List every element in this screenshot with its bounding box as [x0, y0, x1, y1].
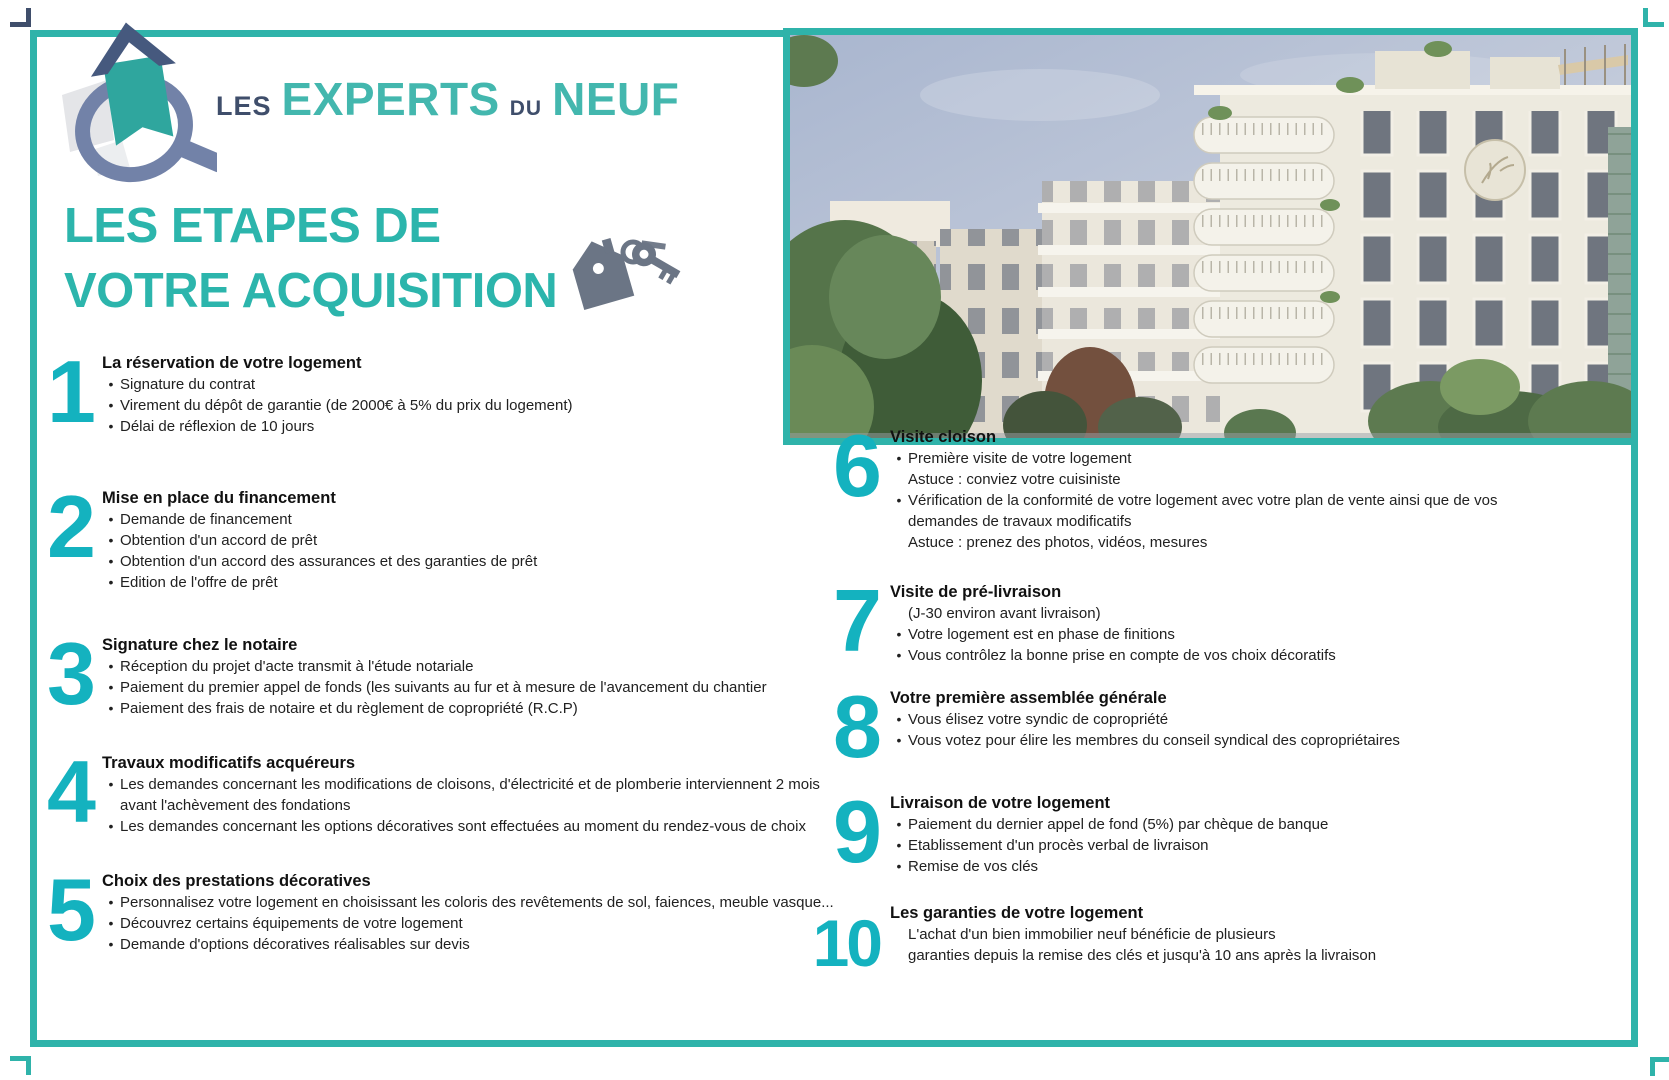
- step-items: [102, 774, 850, 837]
- step-items: [890, 814, 1642, 877]
- page-title-line1: LES ETAPES DE: [64, 199, 441, 253]
- corner-mark-icon: [1643, 8, 1664, 27]
- bullet-icon: •: [108, 658, 114, 674]
- step-item: [102, 551, 850, 572]
- step-number: 9: [833, 782, 880, 882]
- step-item-text: Vous élisez votre syndic de copropriété: [908, 711, 1169, 728]
- step-item: [102, 698, 850, 719]
- house-magnifier-icon: [52, 0, 217, 198]
- step-number: 7: [833, 571, 880, 670]
- bullet-icon: •: [896, 837, 902, 854]
- step-heading: Mise en place du financement: [102, 489, 336, 507]
- step-item-text: garanties depuis la remise des clés et jusqu'à 10 ans après la livraison: [908, 947, 1377, 965]
- new-building-render: [790, 35, 1631, 438]
- bullet-icon: •: [108, 936, 114, 952]
- step-item-text: Vérification de la conformité de votre logement avec votre plan de vente ainsi que de vos demandes de travaux modificatifs Astuce : prenez des photos, vidéos, mesures: [908, 490, 1548, 553]
- step-item-text: Paiement du premier appel de fonds (les suivants au fur et à mesure de l'avancement du chantier: [120, 679, 767, 696]
- step-item-note: Astuce : conviez votre cuisiniste: [908, 471, 1121, 488]
- bullet-icon: •: [108, 553, 114, 569]
- step-item: [102, 656, 850, 677]
- step-item: [102, 677, 850, 698]
- bullet-icon: •: [108, 894, 114, 910]
- step-item: [102, 572, 850, 593]
- step-item: [102, 913, 850, 934]
- step-item: [890, 624, 1642, 645]
- bullet-icon: •: [896, 732, 902, 748]
- step-number: 5: [47, 860, 94, 959]
- house-keys-icon: [553, 216, 681, 314]
- step-item-text: Signature du contrat: [120, 376, 256, 393]
- step-item-text: Remise de vos clés: [908, 858, 1039, 876]
- corner-mark-icon: [10, 8, 31, 27]
- step-item: [102, 395, 850, 416]
- step-item-text: Les demandes concernant les options décoratives sont effectuées au moment du rendez-vous de choix: [120, 818, 806, 835]
- step-number: 4: [47, 742, 94, 841]
- bullet-icon: •: [108, 574, 114, 590]
- step-item-text: Obtention d'un accord des assurances et des garanties de prêt: [120, 553, 538, 570]
- step-item-text: Obtention d'un accord de prêt: [120, 532, 318, 549]
- step-item-text: Personnalisez votre logement en choisissant les coloris des revêtements de sol, faiences, meuble vasque...: [120, 894, 834, 911]
- step-number: 6: [833, 416, 880, 515]
- step-item-text: Paiement des frais de notaire et du règlement de copropriété (R.C.P): [120, 700, 578, 717]
- bullet-icon: •: [108, 818, 114, 834]
- step-item: [102, 816, 850, 837]
- bullet-icon: •: [896, 492, 902, 508]
- step-items: [102, 656, 850, 719]
- step-item: [890, 603, 1642, 624]
- step-item-text: Réception du projet d'acte transmit à l'étude notariale: [120, 658, 474, 675]
- step: [38, 624, 850, 723]
- step-number: 2: [47, 477, 94, 576]
- page-title: [64, 194, 557, 324]
- step-item: [890, 835, 1642, 856]
- bullet-icon: •: [896, 626, 902, 642]
- step-items: [890, 603, 1642, 666]
- bullet-icon: •: [896, 858, 902, 875]
- step-item: [102, 934, 850, 955]
- step-number: 8: [833, 677, 880, 776]
- step-item: [890, 709, 1642, 730]
- bullet-icon: •: [108, 532, 114, 548]
- step-heading: La réservation de votre logement: [102, 354, 362, 372]
- step-item-text: Délai de réflexion de 10 jours: [120, 418, 315, 435]
- bullet-icon: •: [896, 647, 902, 663]
- step-item: [102, 416, 850, 437]
- step-item: [890, 856, 1642, 877]
- step-item: [102, 892, 850, 913]
- step: [38, 477, 850, 593]
- bullet-icon: •: [108, 418, 114, 434]
- step-item-text: Vous contrôlez la bonne prise en compte de vos choix décoratifs: [908, 647, 1336, 664]
- step-item-text: Découvrez certains équipements de votre logement: [120, 915, 463, 932]
- bullet-icon: •: [108, 700, 114, 716]
- step-items: [890, 924, 1642, 966]
- page-title-line2: VOTRE ACQUISITION: [64, 264, 558, 318]
- bullet-icon: •: [896, 450, 902, 466]
- steps-column-left: [38, 342, 850, 959]
- step: [812, 782, 1642, 882]
- step-heading: Visite de pré-livraison: [890, 583, 1062, 601]
- step: [38, 342, 850, 441]
- bullet-icon: •: [108, 915, 114, 931]
- step: [812, 677, 1642, 776]
- step-heading: Signature chez le notaire: [102, 636, 298, 654]
- step-item: [890, 945, 1642, 966]
- step-item: [890, 730, 1642, 751]
- step-item-text: Votre logement est en phase de finitions: [908, 626, 1175, 643]
- step-items: [890, 709, 1642, 751]
- step-item-text: Demande de financement: [120, 511, 292, 528]
- step: [812, 416, 1642, 553]
- step-item-text: Demande d'options décoratives réalisables sur devis: [120, 936, 470, 953]
- step-item-text: Etablissement d'un procès verbal de livraison: [908, 837, 1209, 855]
- step-item: [102, 509, 850, 530]
- step-number: 1: [47, 342, 94, 441]
- logo-word-les: LES: [216, 91, 272, 121]
- logo-word-neuf: NEUF: [552, 73, 680, 125]
- step-item: [102, 774, 850, 816]
- bullet-icon: •: [108, 679, 114, 695]
- bullet-icon: •: [108, 376, 114, 392]
- logo-word-experts: EXPERTS: [281, 73, 500, 125]
- steps-column-right: [812, 416, 1642, 981]
- bullet-icon: •: [896, 816, 902, 833]
- step-item-text: (J-30 environ avant livraison): [908, 605, 1101, 622]
- step-item: [890, 490, 1642, 553]
- step-item-text: Virement du dépôt de garantie (de 2000€ à 5% du prix du logement): [120, 397, 573, 414]
- step-item-text: Paiement du dernier appel de fond (5%) par chèque de banque: [908, 816, 1329, 834]
- step-heading: Les garanties de votre logement: [890, 904, 1144, 923]
- step-items: [102, 374, 850, 437]
- step-items: [102, 892, 850, 955]
- step-item: [890, 645, 1642, 666]
- step-item-text: Les demandes concernant les modifications de cloisons, d'électricité et de plomberie interviennent 2 mois avant l'achèvement des fondations: [120, 776, 820, 814]
- step-number: 3: [47, 624, 94, 723]
- step-item-text: Edition de l'offre de prêt: [120, 574, 278, 591]
- step-item: [102, 374, 850, 395]
- bullet-icon: •: [896, 711, 902, 727]
- logo-wordmark: [216, 72, 679, 126]
- step-heading: Visite cloison: [890, 428, 997, 446]
- step-item-text: L'achat d'un bien immobilier neuf bénéficie de plusieurs: [908, 926, 1276, 944]
- step-number: 10: [812, 906, 880, 981]
- step-item-text: Première visite de votre logement Astuce : conviez votre cuisiniste: [908, 448, 1548, 490]
- step-item: [890, 448, 1642, 490]
- logo-word-du: DU: [509, 97, 543, 120]
- step-item: [102, 530, 850, 551]
- step: [812, 571, 1642, 670]
- bullet-icon: •: [108, 397, 114, 413]
- step-item-text: Vous votez pour élire les membres du conseil syndical des copropriétaires: [908, 732, 1400, 749]
- step: [812, 900, 1642, 981]
- corner-mark-icon: [1650, 1057, 1669, 1076]
- bullet-icon: •: [108, 511, 114, 527]
- step-items: [102, 509, 850, 593]
- step-item: [890, 924, 1642, 945]
- step-heading: Votre première assemblée générale: [890, 689, 1167, 707]
- corner-mark-icon: [10, 1056, 31, 1075]
- step-heading: Livraison de votre logement: [890, 794, 1111, 813]
- step-item-note: Astuce : prenez des photos, vidéos, mesures: [908, 534, 1208, 551]
- step: [38, 742, 850, 841]
- step-heading: Travaux modificatifs acquéreurs: [102, 754, 356, 772]
- step: [38, 860, 850, 959]
- step-items: [890, 448, 1642, 553]
- building-photo: [783, 28, 1638, 445]
- bullet-icon: •: [108, 776, 114, 792]
- step-item: [890, 814, 1642, 835]
- step-heading: Choix des prestations décoratives: [102, 872, 371, 890]
